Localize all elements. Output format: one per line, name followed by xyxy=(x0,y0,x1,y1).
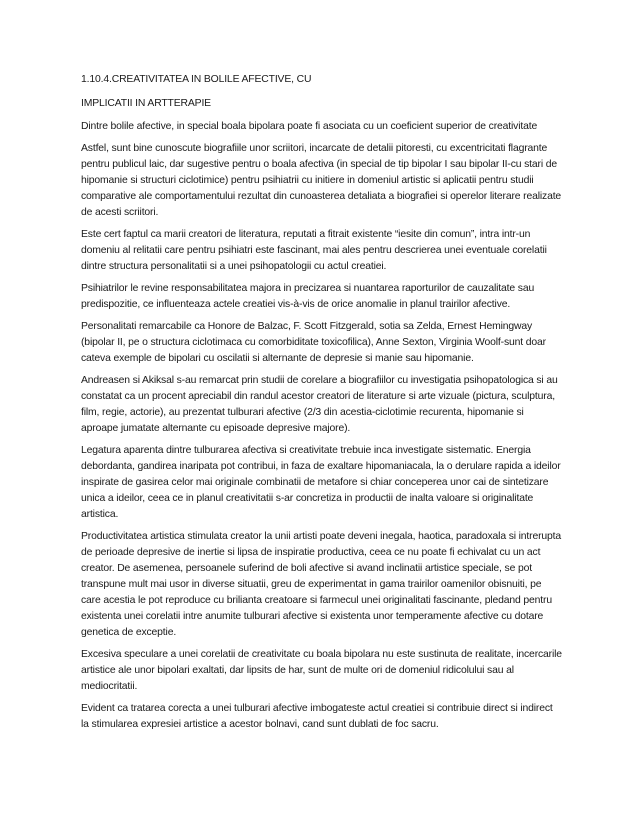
section-heading-continued: IMPLICATII IN ARTTERAPIE xyxy=(81,98,211,109)
section-heading: 1.10.4.CREATIVITATEA IN BOLILE AFECTIVE, CU xyxy=(81,74,312,85)
paragraph-2: Astfel, sunt bine cunoscute biografiile unor scriitori, incarcate de detalii pitoresti, cu excentricitati flagrante pentru publicul laic, dar sugestive pentru o boala afectiva (in special de tip bipolar I sau bipolar II-cu stari de hipomanie si structuri ciclotimice) pentru psihiatrii cu initiere in domeniul artistic si aplicatii pentru studii comparative ale comportamentului rezultat din cunoasterea detaliata a biografiei si operelor literare realizate de acesti scriitori. xyxy=(81,143,562,218)
paragraph-9: Excesiva speculare a unei corelatii de creativitate cu boala bipolara nu este sustinuta de realitate, incercarile artistice ale unor bipolari exaltati, dar lipsits de har, sunt de multe ori de domeniul ridicolului sau al mediocritatii. xyxy=(81,649,562,692)
paragraph-10: Evident ca tratarea corecta a unei tulburari afective imbogateste actul creatiei si contribuie direct si indirect la stimularea expresiei artistice a acestor bolnavi, cand sunt dublati de foc sacru. xyxy=(81,703,553,730)
paragraph-1: Dintre bolile afective, in special boala bipolara poate fi asociata cu un coeficient superior de creativitate xyxy=(81,121,538,132)
paragraph-4: Psihiatrilor le revine responsabilitatea majora in precizarea si nuantarea raporturilor de cauzalitate sau predispozitie, ce influenteaza actele creatiei vis-à-vis de orice anomalie in planul trairilor afective. xyxy=(81,283,535,310)
paragraph-8: Productivitatea artistica stimulata creator la unii artisti poate deveni inegala, haotica, paradoxala si intrerupta de perioade depresive de inertie si lipsa de inspiratie productiva, ceea ce nu poate fi echivalat cu un act creator. De asemenea, persoanele suferind de boli afective si avand inclinatii artistice speciale, se pot transpune mult mai usor in diverse situatii, greu de experimentat in gama trairilor oamenilor obisnuiti, pe care acestia le pot reproduce cu brilianta creatoare si farmecul unei originalitati fascinante, pledand pentru existenta unei corelatii intre anumite tulburari afective si existenta unor temperamente afective cu dotare genetica de exceptie. xyxy=(81,531,562,638)
document-page xyxy=(81,72,562,739)
paragraph-3: Este cert faptul ca marii creatori de literatura, reputati a fitrait existente “iesite din comun”, intra intr-un domeniu al relitatii care pentru psihiatri este fascinant, mai ales pentru descrierea unei eventuale corelatii dintre structura personalitatii si a unei psihopatologii cu actul creatiei. xyxy=(81,229,547,272)
paragraph-7: Legatura aparenta dintre tulburarea afectiva si creativitate trebuie inca investigate sistematic. Energia debordanta, gandirea inaripata pot contribui, in faza de exaltare hipomaniacala, la o derulare rapida a ideilor inspirate de gasirea celor mai originale combinatii de metafore si chiar conceperea unor cai de sintetizare unica a ideilor, ceea ce in planul creativitatii s-ar concretiza in productii de inalta valoare si originalitate artistica. xyxy=(81,445,561,520)
paragraph-5: Personalitati remarcabile ca Honore de Balzac, F. Scott Fitzgerald, sotia sa Zelda, Ernest Hemingway (bipolar II, pe o structura ciclotimaca cu comorbiditate toxicofilica), Anne Sexton, Virginia Woolf-sunt doar cateva exemple de bipolari cu oscilatii si alternante de depresie si manie sau hipomanie. xyxy=(81,321,546,364)
paragraph-6: Andreasen si Akiksal s-au remarcat prin studii de corelare a biografiilor cu investigatia psihopatologica si au constatat ca un procent apreciabil din randul acestor creatori de literature si arte vizuale (pictura, sculptura, film, regie, actorie), au prezentat tulburari afective (2/3 din acestia-ciclotimie recurenta, hipomanie si aproape jumatate alternante cu episoade depresive majore). xyxy=(81,375,558,434)
